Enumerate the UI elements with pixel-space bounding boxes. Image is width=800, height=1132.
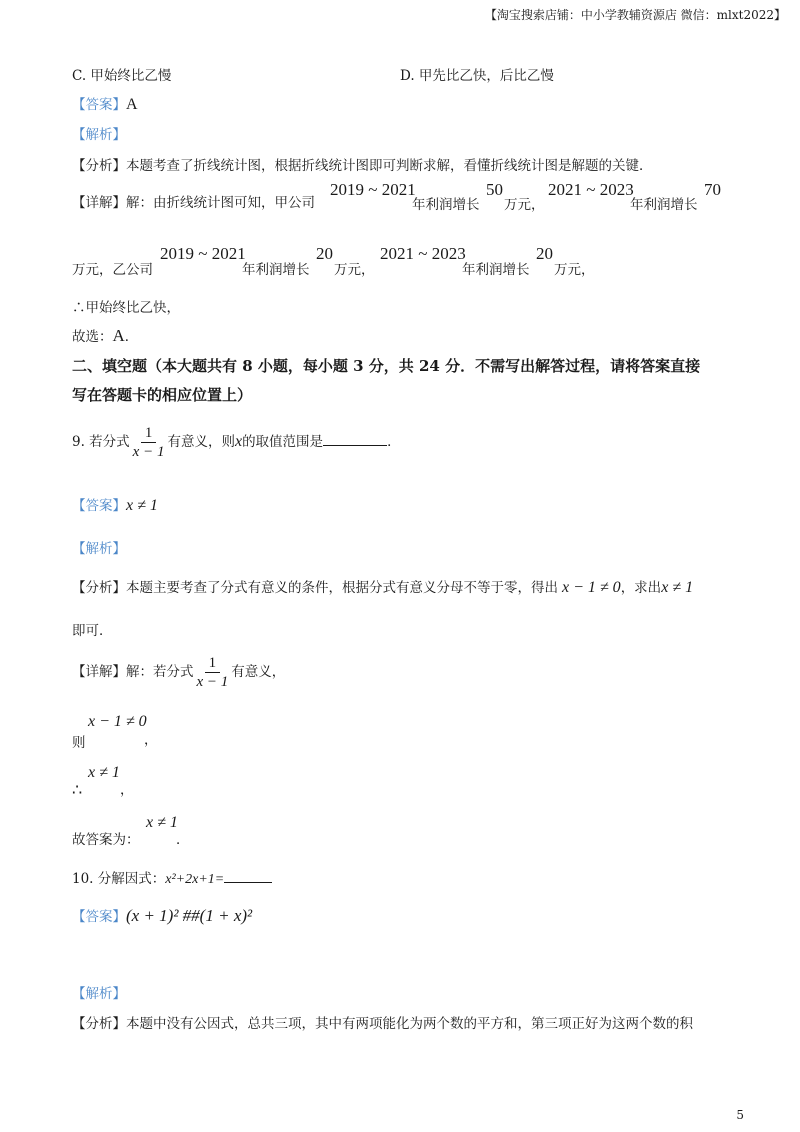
q8-value-20a: 20	[316, 244, 333, 263]
q10-fenxi-row	[72, 1012, 693, 1032]
q8-growth-3: 年利润增长	[242, 262, 310, 278]
q8-growth-2: 年利润增长	[630, 197, 698, 213]
q9-answer-blank[interactable]	[323, 431, 387, 446]
fenxi-tag: 【分析】	[72, 158, 126, 174]
option-d: D. 甲先比乙快，后比乙慢	[400, 68, 554, 84]
q8-range1-b: 2019 ~ 2021	[160, 244, 246, 263]
choose-label: 故选：	[72, 329, 113, 345]
q8-choose-row	[72, 325, 138, 346]
q9-suffix-b: 的取值范围是	[242, 434, 324, 450]
q9-final-label: 故答案为：	[72, 832, 140, 848]
choose-end: ．	[124, 329, 139, 345]
q9-xiangjie-fraction	[197, 654, 229, 691]
q8-answer-row	[72, 93, 138, 114]
q9-then-end: ，	[144, 732, 158, 748]
q10-expr: x²+2x+1=	[165, 872, 225, 887]
q9-analysis-tag: 【解析】	[72, 541, 126, 557]
section-heading-line1: 二、填空题（本大题共有 8 小题，每小题 3 分，共 24 分．不需写出解答过程，请将答案直接	[72, 357, 701, 375]
q9-fenxi-mid: ，求出	[620, 580, 662, 596]
q9-therefore-expr: x ≠ 1	[88, 764, 120, 781]
q8-wanyuan-3: 万元，	[334, 262, 375, 278]
q10-analysis-tag: 【解析】	[72, 986, 126, 1002]
answer-tag: 【答案】	[72, 498, 126, 514]
q9-xiangjie-b: 有意义，	[231, 664, 286, 680]
q8-value-20b: 20	[536, 244, 553, 263]
choose-value: A	[112, 326, 125, 345]
section-heading-line2: 写在答题卡的相应位置上）	[72, 386, 253, 404]
q9-then-expr: x − 1 ≠ 0	[88, 713, 147, 730]
option-c: C. 甲始终比乙慢	[72, 68, 172, 84]
q10-answer-blank[interactable]	[224, 868, 272, 883]
q10-fenxi-text: 本题中没有公因式，总共三项，其中有两项能化为两个数的平方和，第三项正好为这两个数的积	[126, 1016, 693, 1032]
q9-xiangjie-row	[72, 654, 285, 691]
q8-answer: A	[126, 96, 138, 113]
q8-xiangjie-line1	[72, 191, 315, 211]
xiangjie-tag: 【详解】	[72, 195, 126, 211]
q9-fraction	[133, 424, 165, 461]
page-header: 【淘宝搜索店铺：中小学教辅资源店 微信：mlxt2022】	[484, 8, 786, 22]
xiangjie-tag: 【详解】	[72, 664, 126, 680]
answer-tag: 【答案】	[72, 97, 126, 113]
q9-xiangjie-a: 解：若分式	[126, 664, 194, 680]
q9-answer: x ≠ 1	[126, 497, 158, 514]
q9-prefix: 9. 若分式	[72, 434, 130, 450]
q9-frac-num: 1	[141, 424, 157, 443]
q9-end: ．	[387, 434, 401, 450]
q9-xj-frac-den: x − 1	[196, 674, 229, 690]
q8-wanyuan-1: 万元，	[504, 197, 545, 213]
q9-frac-den: x − 1	[132, 444, 165, 460]
q9-fenxi-expr1: x − 1 ≠ 0	[562, 579, 621, 596]
q9-fenxi-row	[72, 576, 693, 597]
q8-growth-4: 年利润增长	[462, 262, 530, 278]
q8-conclusion: ∴甲始终比乙快，	[72, 300, 180, 316]
q8-range2-b: 2021 ~ 2023	[380, 244, 466, 263]
fenxi-tag: 【分析】	[72, 1016, 126, 1032]
q9-answer-row	[72, 494, 158, 515]
q10-prefix: 10. 分解因式：	[72, 871, 166, 887]
q8-line1-text: 解：由折线统计图可知，甲公司	[126, 195, 315, 211]
q9-therefore: ∴	[72, 780, 83, 799]
q8-value-50: 50	[486, 180, 503, 199]
q9-then-label: 则	[72, 735, 86, 751]
q8-range1: 2019 ~ 2021	[330, 180, 416, 199]
q9-therefore-end: ，	[120, 782, 134, 798]
q9-final-end: ．	[176, 832, 190, 848]
q8-wanyuan-2: 万元，乙公司	[72, 262, 153, 278]
q8-fenxi-row	[72, 154, 653, 174]
q8-value-70: 70	[704, 180, 721, 199]
q10-question	[72, 867, 272, 888]
q8-analysis-tag: 【解析】	[72, 127, 126, 143]
q9-final-expr: x ≠ 1	[146, 814, 178, 831]
fenxi-tag: 【分析】	[72, 580, 126, 596]
q9-fenxi-expr2: x ≠ 1	[661, 579, 694, 596]
q8-wanyuan-4: 万元，	[554, 262, 595, 278]
q10-answer: (x + 1)² ##(1 + x)²	[126, 906, 253, 925]
q8-range2: 2021 ~ 2023	[548, 180, 634, 199]
q8-growth-1: 年利润增长	[412, 197, 480, 213]
answer-tag: 【答案】	[72, 909, 126, 925]
q9-var: x	[234, 433, 243, 450]
q9-fenxi-text: 本题主要考查了分式有意义的条件，根据分式有意义分母不等于零，得出	[126, 580, 558, 596]
q9-fenxi-end: 即可．	[72, 623, 113, 639]
q8-fenxi-text: 本题考查了折线统计图，根据折线统计图即可判断求解，看懂折线统计图是解题的关键．	[126, 158, 653, 174]
q9-xj-frac-num: 1	[205, 654, 221, 673]
q9-question	[72, 424, 401, 461]
q9-suffix-a: 有意义，则	[167, 434, 235, 450]
page-number: 5	[736, 1108, 744, 1122]
q10-answer-row	[72, 905, 252, 926]
